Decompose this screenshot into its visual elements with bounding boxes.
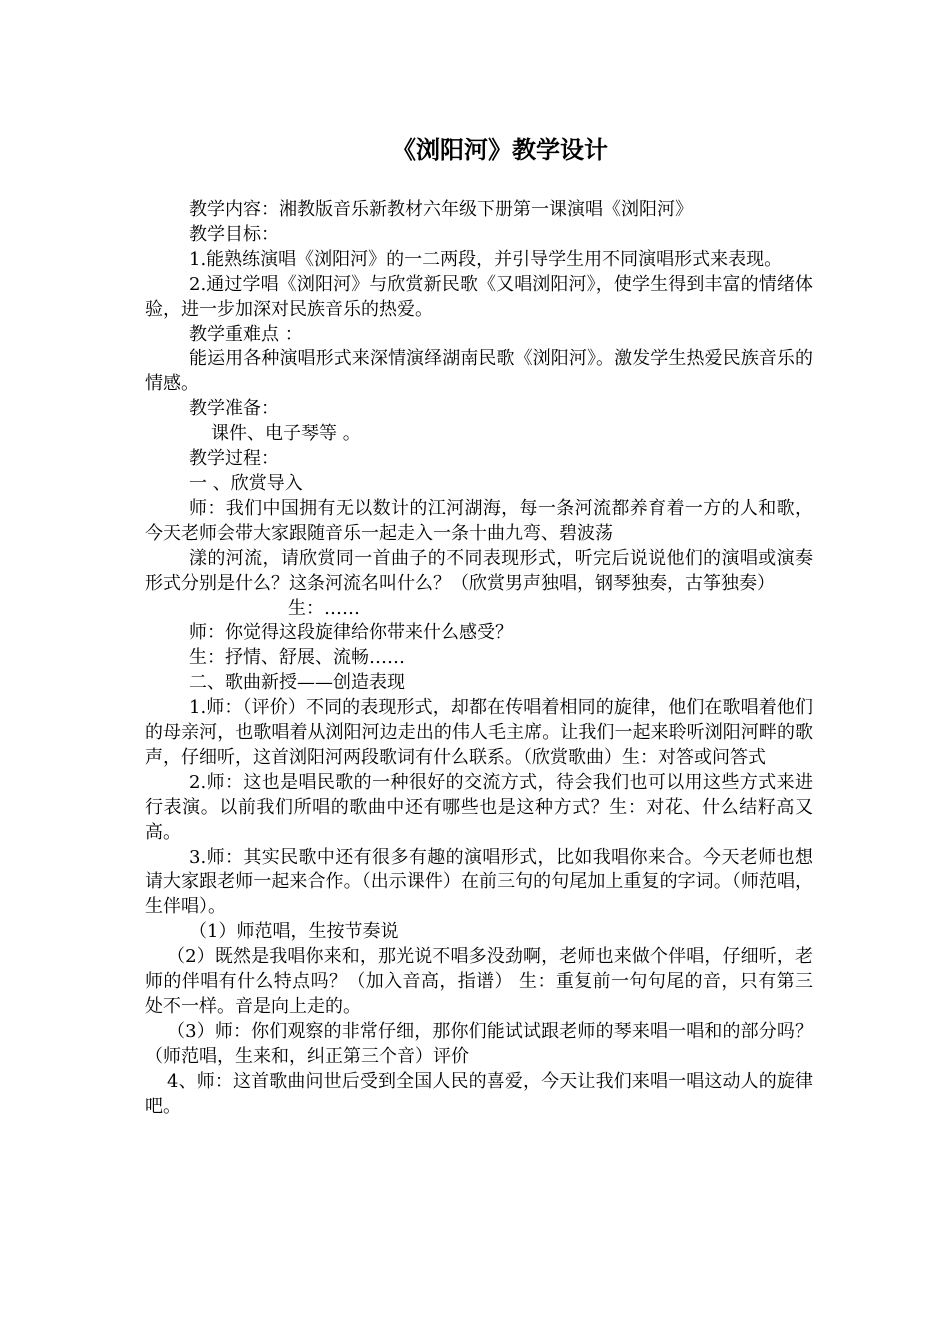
document-title: 《浏阳河》教学设计 — [392, 136, 608, 164]
paragraph-1b: 漾的河流，请欣赏同一首曲子的不同表现形式，听完后说说他们的演唱或演奏形式分别是什么？这条河流名叫什么？（欣赏男声独唱，钢琴独奏，古筝独奏） — [145, 547, 813, 594]
step-3: 3.师：其实民歌中还有很多有趣的演唱形式，比如我唱你来合。今天老师也想请大家跟老师一起来合作。（出示课件）在前三句的句尾加上重复的字词。（师范唱，生伴唱）。 — [145, 846, 813, 918]
objective-2: 2.通过学唱《浏阳河》与欣赏新民歌《又唱浏阳河》，使学生得到丰富的情绪体验，进一步加深对民族音乐的热爱。 — [145, 273, 813, 320]
step-1: 1.师：（评价）不同的表现形式，却都在传唱着相同的旋律，他们在歌唱着他们的母亲河，也歌唱着从浏阳河边走出的伟人毛主席。让我们一起来聆听浏阳河畔的歌声，仔细听，这首浏阳河两段歌词有什么联系。（欣赏歌曲）生：对答或问答式 — [145, 697, 813, 768]
teacher-question: 师：你觉得这段旋律给你带来什么感受？ — [189, 622, 513, 644]
student-response-1: 生：…… — [288, 597, 360, 619]
step-3-1: （1）师范唱，生按节奏说 — [189, 921, 399, 943]
preparation: 课件、电子琴等 。 — [211, 423, 361, 445]
section-1-heading: 一 、欣赏导入 — [189, 472, 303, 494]
preparation-label: 教学准备： — [189, 398, 279, 420]
student-response-2: 生：抒情、舒展、流畅…… — [189, 647, 405, 669]
document-body — [145, 198, 813, 1120]
section-2-heading: 二、歌曲新授——创造表现 — [189, 672, 405, 694]
paragraph-1a: 师：我们中国拥有无以数计的江河湖海，每一条河流都养育着一方的人和歌，今天老师会带大家跟随音乐一起走入一条十曲九弯、碧波荡 — [145, 497, 813, 544]
objectives-label: 教学目标： — [189, 223, 279, 245]
process-label: 教学过程： — [189, 448, 279, 470]
step-4: 4、师：这首歌曲问世后受到全国人民的喜爱，今天让我们来唱一唱这动人的旋律吧。 — [145, 1070, 813, 1117]
key-points: 能运用各种演唱形式来深情演绎湖南民歌《浏阳河》。激发学生热爱民族音乐的情感。 — [145, 348, 813, 395]
step-3-2: （2）既然是我唱你来和，那光说不唱多没劲啊，老师也来做个伴唱，仔细听，老师的伴唱有什么特点吗？（加入音高，指谱） 生：重复前一句句尾的音，只有第三处不一样。音是向上走的。 — [145, 946, 813, 1017]
step-3-3: （3）师：你们观察的非常仔细，那你们能试试跟老师的琴来唱一唱和的部分吗？（师范唱，生来和，纠正第三个音）评价 — [145, 1020, 813, 1067]
teaching-content: 教学内容：湘教版音乐新教材六年级下册第一课演唱《浏阳河》 — [189, 199, 693, 220]
key-points-label: 教学重难点 ： — [189, 323, 303, 345]
objective-1: 1.能熟练演唱《浏阳河》的一二两段，并引导学生用不同演唱形式来表现。 — [189, 248, 783, 270]
step-2: 2.师：这也是唱民歌的一种很好的交流方式，待会我们也可以用这些方式来进行表演。以前我们所唱的歌曲中还有哪些也是这种方式？生：对花、什么结籽高又高。 — [145, 771, 813, 843]
